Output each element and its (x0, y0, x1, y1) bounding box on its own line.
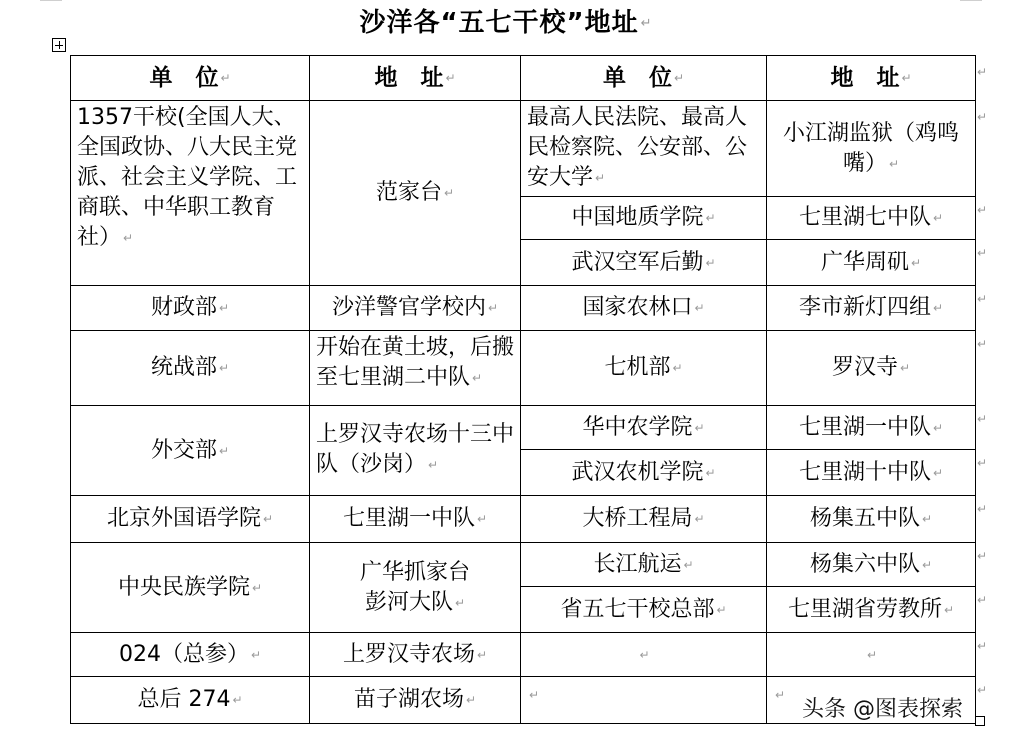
unit-cell-empty: ↵ (521, 633, 767, 677)
unit-cell: 最高人民法院、最高人民检察院、公安部、公安大学 ↵ (521, 101, 767, 197)
row-end-mark: ↵ (977, 639, 988, 653)
paragraph-mark: ↵ (640, 16, 653, 31)
header-unit-2: 单 位 ↵ (521, 56, 767, 101)
address-cell: 七里湖七中队 ↵ (767, 197, 976, 240)
unit-cell: 武汉农机学院 ↵ (521, 450, 767, 496)
address-cell: 苗子湖农场 ↵ (310, 677, 521, 724)
document-title: 沙洋各“五七干校”地址 ↵ (359, 8, 653, 38)
address-cell: 七里湖省劳教所 ↵ (767, 587, 976, 633)
row-end-mark: ↵ (977, 502, 988, 516)
unit-cell: 024（总参） ↵ (71, 633, 310, 677)
address-cell-empty: ↵ (767, 633, 976, 677)
table-move-handle-icon[interactable] (52, 38, 66, 52)
address-cell: 沙洋警官学校内 ↵ (310, 286, 521, 331)
table-row (71, 406, 976, 450)
row-end-mark: ↵ (977, 246, 988, 260)
address-cell: 杨集六中队 ↵ (767, 543, 976, 587)
unit-cell: 财政部 ↵ (71, 286, 310, 331)
unit-cell: 长江航运 ↵ (521, 543, 767, 587)
header-address-1: 地 址 ↵ (310, 56, 521, 101)
address-cell: 李市新灯四组 ↵ (767, 286, 976, 331)
unit-cell-empty: ↵ (521, 677, 767, 724)
unit-cell: 统战部 ↵ (71, 331, 310, 406)
address-cell: 七里湖一中队 ↵ (767, 406, 976, 450)
address-cell: 七里湖十中队 ↵ (767, 450, 976, 496)
address-cell: 罗汉寺 ↵ (767, 331, 976, 406)
table-resize-handle-icon[interactable] (975, 716, 985, 726)
unit-cell: 国家农林口 ↵ (521, 286, 767, 331)
unit-cell: 外交部 ↵ (71, 406, 310, 496)
row-end-mark: ↵ (977, 683, 988, 697)
address-cell: 上罗汉寺农场 ↵ (310, 633, 521, 677)
address-cell: 杨集五中队 ↵ (767, 496, 976, 543)
page-edge-mark-right (960, 0, 982, 1)
table-row (71, 496, 976, 543)
row-end-mark: ↵ (977, 412, 988, 426)
watermark: 头条 @图表探索 (802, 697, 963, 722)
address-cell: 上罗汉寺农场十三中队（沙岗） ↵ (310, 406, 521, 496)
row-end-mark: ↵ (977, 593, 988, 607)
table-row (71, 543, 976, 587)
unit-cell: 大桥工程局 ↵ (521, 496, 767, 543)
row-end-mark: ↵ (977, 337, 988, 351)
unit-cell: 武汉空军后勤 ↵ (521, 240, 767, 286)
row-end-mark: ↵ (977, 65, 988, 79)
address-table (70, 55, 976, 724)
unit-cell: 中央民族学院 ↵ (71, 543, 310, 633)
row-end-mark: ↵ (977, 456, 988, 470)
address-cell: 广华抓家台 彭河大队 ↵ (310, 543, 521, 633)
row-end-mark: ↵ (977, 292, 988, 306)
address-cell: 小江湖监狱（鸡鸣嘴） ↵ (767, 101, 976, 197)
header-address-2: 地 址 ↵ (767, 56, 976, 101)
address-cell: 广华周矶 ↵ (767, 240, 976, 286)
unit-cell: 北京外国语学院 ↵ (71, 496, 310, 543)
row-end-mark: ↵ (977, 549, 988, 563)
table-header-row (71, 56, 976, 101)
unit-cell: 1357干校(全国人大、全国政协、八大民主党派、社会主义学院、工商联、中华职工教育社） ↵ (71, 101, 310, 286)
unit-cell: 总后 274 ↵ (71, 677, 310, 724)
row-end-mark: ↵ (977, 110, 988, 124)
unit-cell: 七机部 ↵ (521, 331, 767, 406)
header-unit-1: 单 位 ↵ (71, 56, 310, 101)
address-cell: 七里湖一中队 ↵ (310, 496, 521, 543)
table-row (71, 331, 976, 406)
table-row (71, 101, 976, 197)
unit-cell: 中国地质学院 ↵ (521, 197, 767, 240)
unit-cell: 省五七干校总部 ↵ (521, 587, 767, 633)
address-cell-empty: ↵ (767, 677, 976, 724)
page-edge-mark-left (40, 0, 62, 1)
address-cell: 开始在黄土坡，后搬至七里湖二中队 ↵ (310, 331, 521, 406)
row-end-mark: ↵ (977, 203, 988, 217)
table-row (71, 633, 976, 677)
address-cell: 范家台 ↵ (310, 101, 521, 286)
unit-cell: 华中农学院 ↵ (521, 406, 767, 450)
table-row (71, 286, 976, 331)
